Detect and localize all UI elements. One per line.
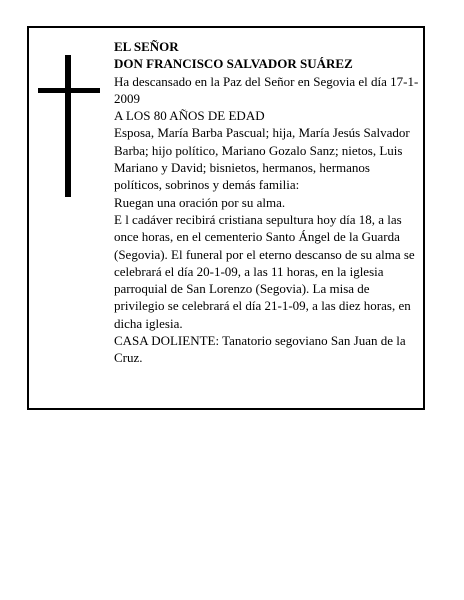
mourning-house: CASA DOLIENTE: Tanatorio segoviano San Juan de la Cruz. — [114, 333, 406, 366]
cross-icon — [38, 55, 100, 197]
cross-vertical-bar — [65, 55, 71, 197]
family-list: Esposa, María Barba Pascual; hija, María Jesús Salvador Barba; hijo político, Mariano Gozalo Sanz; nietos, Luis Mariano y David; bisnietos, hermanos, hermanos políticos, sobrinos y demás familia: — [114, 125, 410, 193]
prayer-request: Ruegan una oración por su alma. — [114, 194, 286, 210]
obituary-text — [114, 38, 419, 367]
age-at-death: A LOS 80 AÑOS DE EDAD — [114, 108, 265, 124]
deceased-name: DON FRANCISCO SALVADOR SUÁREZ — [114, 56, 353, 72]
cross-horizontal-bar — [38, 88, 100, 93]
ceremony-details: E l cadáver recibirá cristiana sepultura hoy día 18, a las once horas, en el cementerio Santo Ángel de la Guarda (Segovia). El funeral por el eterno descanso de su alma se celebrará el día 20-1-09, a las 11 horas, en la iglesia parroquial de San Lorenzo (Segovia). La misa de privilegio se celebrará el día 21-1-09, a las diez horas, en dicha iglesia. — [114, 211, 415, 331]
death-announcement: Ha descansado en la Paz del Señor en Segovia el día 17-1-2009 — [114, 73, 419, 106]
deceased-title: EL SEÑOR — [114, 39, 179, 54]
